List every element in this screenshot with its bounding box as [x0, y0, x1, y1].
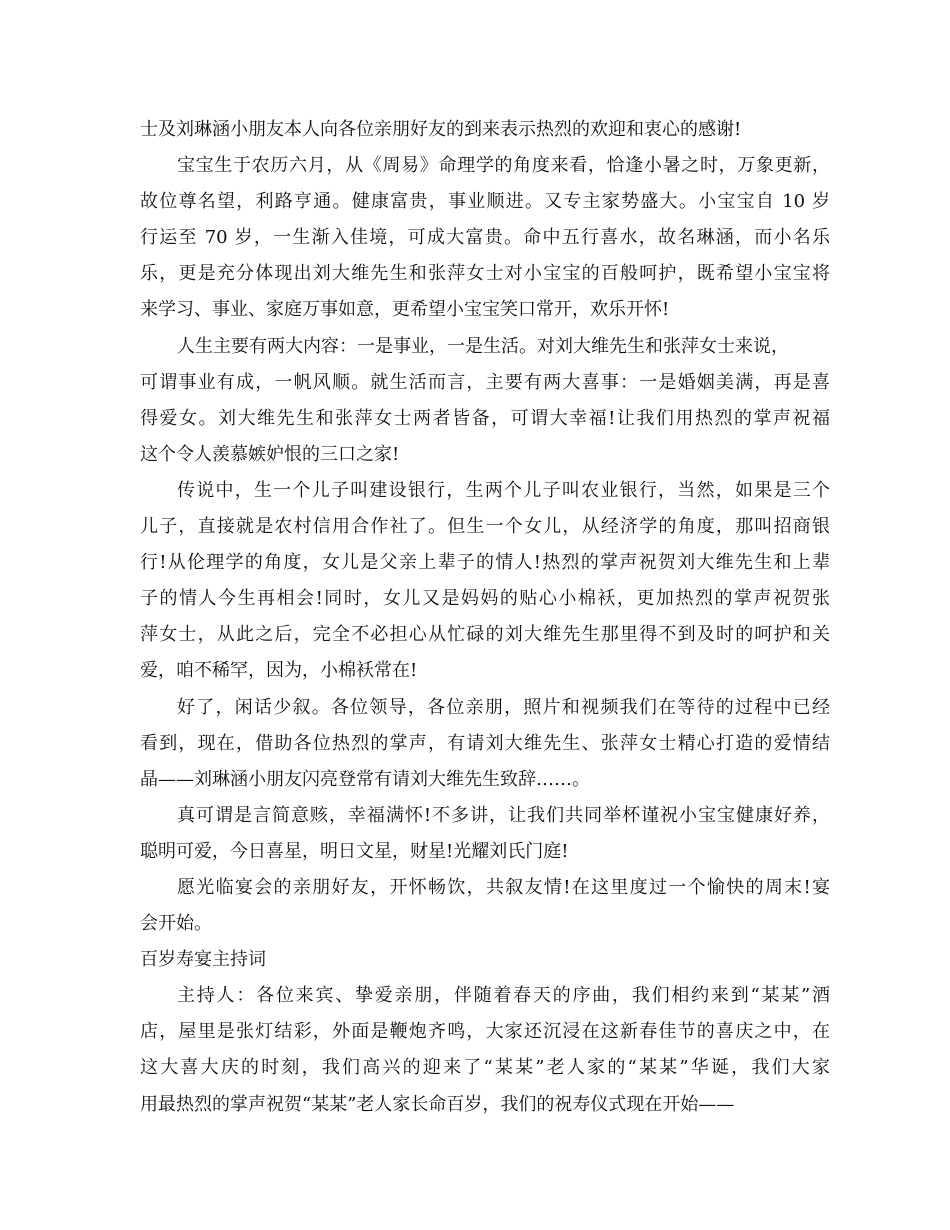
text-line: 愿光临宴会的亲朋好友，开怀畅饮，共叙友情!在这里度过一个愉快的周末!宴: [177, 876, 830, 898]
text-line: 店，屋里是张灯结彩，外面是鞭炮齐鸣，大家还沉浸在这新春佳节的喜庆之中，在: [140, 1021, 830, 1043]
text-line: 聪明可爱，今日喜星，明日文星，财星!光耀刘氏门庭!: [140, 840, 569, 862]
text-line: 用最热烈的掌声祝贺“某某”老人家长命百岁，我们的祝寿仪式现在开始——: [140, 1093, 735, 1115]
text-line: 士及刘琳涵小朋友本人向各位亲朋好友的到来表示热烈的欢迎和衷心的感谢!: [140, 119, 742, 140]
text-line: 真可谓是言简意赅，幸福满怀!不多讲，让我们共同举杯谨祝小宝宝健康好养，: [177, 804, 830, 826]
text-line: 可谓事业有成，一帆风顺。就生活而言，主要有两大喜事：一是婚姻美满，再是喜: [140, 371, 830, 393]
text-line: 宝宝生于农历六月，从《周易》命理学的角度来看，恰逢小暑之时，万象更新，: [177, 155, 830, 177]
text-line: 爱，咱不稀罕，因为，小棉袄常在!: [140, 660, 418, 682]
text-line: 看到，现在，借助各位热烈的掌声，有请刘大维先生、张萍女士精心打造的爱情结: [140, 732, 830, 754]
text-line: 行!从伦理学的角度，女儿是父亲上辈子的情人!热烈的掌声祝贺刘大维先生和上辈: [140, 552, 830, 574]
text-line: 会开始。: [140, 913, 212, 935]
text-line: 晶——刘琳涵小朋友闪亮登常有请刘大维先生致辞……。: [140, 768, 590, 790]
text-line: 来学习、事业、家庭万事如意，更希望小宝宝笑口常开，欢乐开怀!: [140, 299, 670, 321]
text-line: 好了，闲话少叙。各位领导，各位亲朋，照片和视频我们在等待的过程中已经: [177, 696, 830, 718]
text-line: 这个令人羡慕嫉妒恨的三口之家!: [140, 443, 400, 465]
text-line: 故位尊名望，利路亨通。健康富贵，事业顺进。又专主家势盛大。小宝宝自 10 岁: [140, 191, 830, 213]
text-line: 人生主要有两大内容：一是事业，一是生活。对刘大维先生和张萍女士来说，: [177, 335, 789, 357]
document-page: [140, 112, 830, 1123]
text-line: 传说中，生一个儿子叫建设银行，生两个儿子叫农业银行，当然，如果是三个: [177, 479, 830, 501]
text-line: 乐，更是充分体现出刘大维先生和张萍女士对小宝宝的百般呵护，既希望小宝宝将: [140, 263, 830, 285]
text-line: 主持人：各位来宾、挚爱亲朋，伴随着春天的序曲，我们相约来到“某某”酒: [177, 985, 830, 1007]
text-line: 萍女士，从此之后，完全不必担心从忙碌的刘大维先生那里得不到及时的呵护和关: [140, 624, 830, 646]
section-heading: 百岁寿宴主持词: [140, 949, 266, 971]
text-line: 得爱女。刘大维先生和张萍女士两者皆备，可谓大幸福!让我们用热烈的掌声祝福: [140, 407, 830, 429]
text-line: 行运至 70 岁，一生渐入佳境，可成大富贵。命中五行喜水，故名琳涵，而小名乐: [140, 227, 830, 249]
text-line: 子的情人今生再相会!同时，女儿又是妈妈的贴心小棉袄，更加热烈的掌声祝贺张: [140, 588, 830, 610]
text-line: 这大喜大庆的时刻，我们高兴的迎来了“某某”老人家的“某某”华诞，我们大家: [140, 1057, 830, 1079]
text-line: 儿子，直接就是农村信用合作社了。但生一个女儿，从经济学的角度，那叫招商银: [140, 516, 830, 538]
